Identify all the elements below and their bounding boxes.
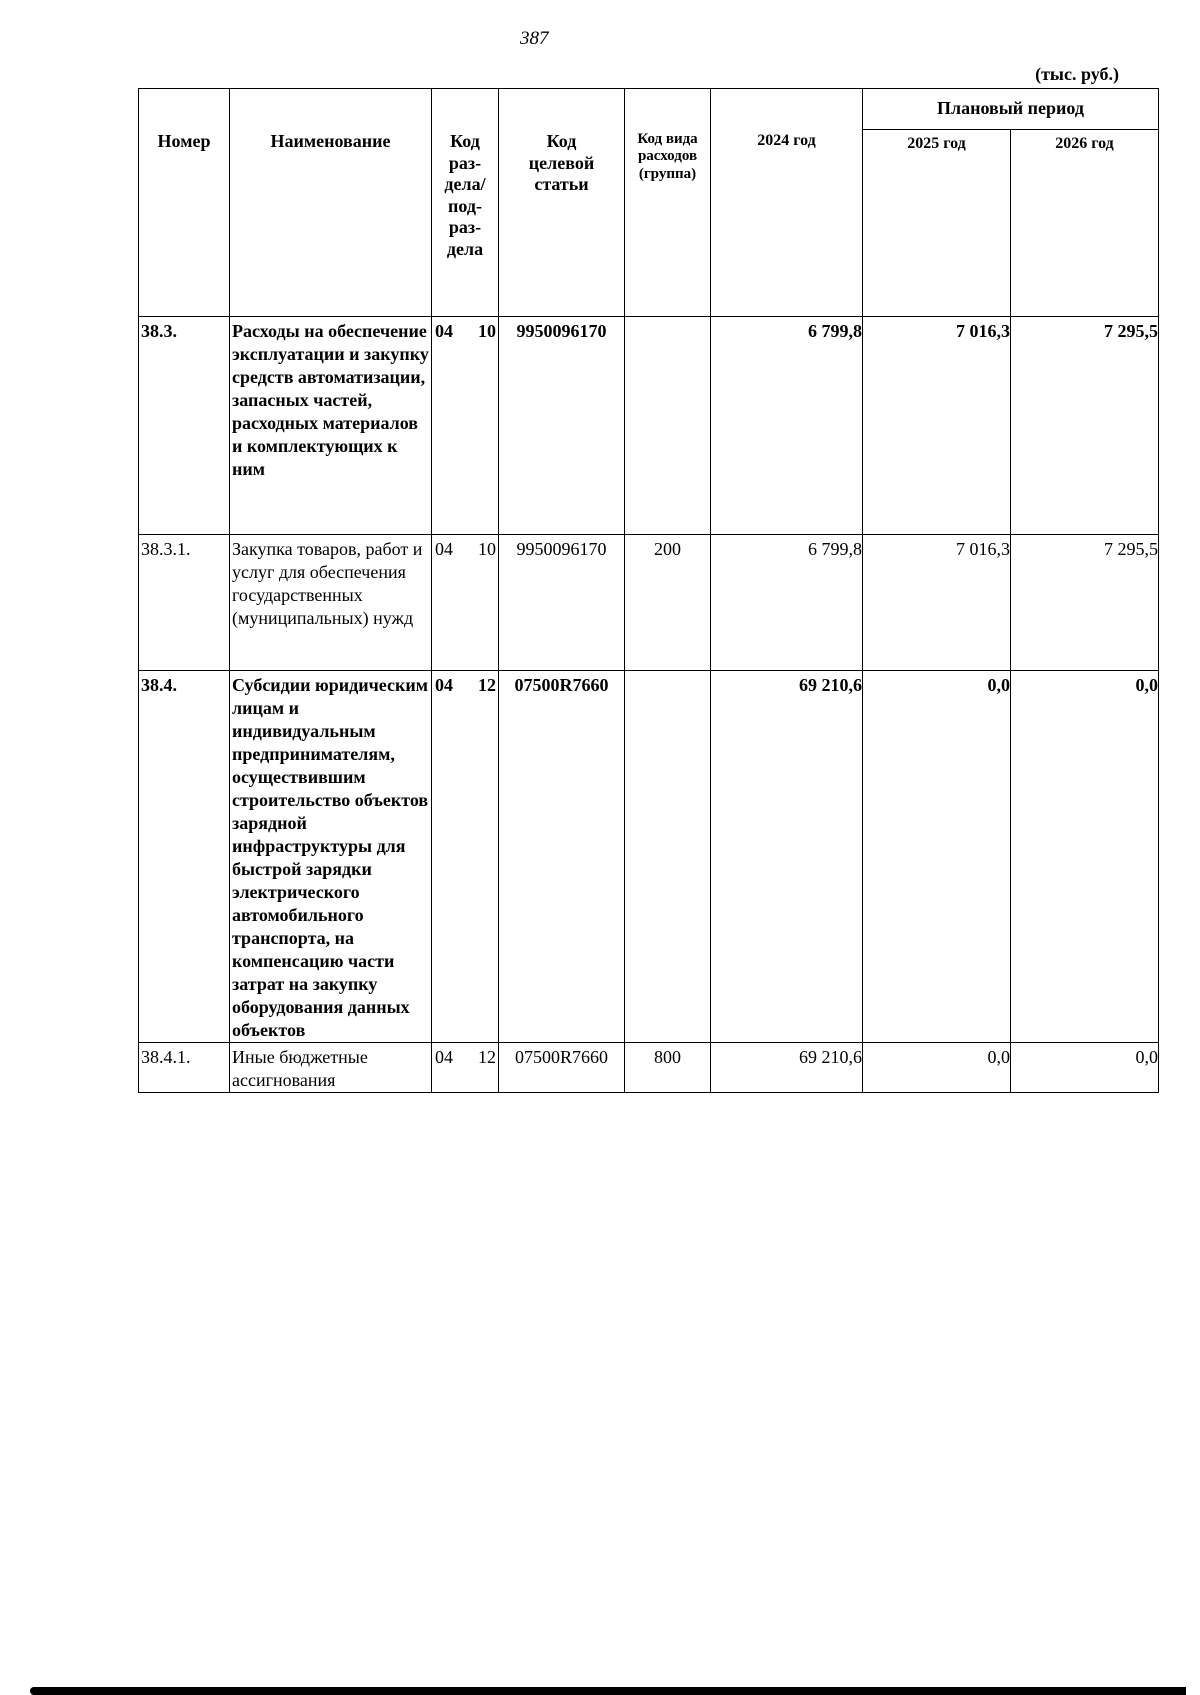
table-row xyxy=(139,671,1159,1043)
row-name: Иные бюджетные ассигнования xyxy=(230,1043,432,1093)
scan-edge-bar xyxy=(30,1687,1186,1695)
row-target-code: 07500R7660 xyxy=(499,1043,625,1093)
page-number: 387 xyxy=(520,28,549,49)
row-subsection: 12 xyxy=(478,1047,496,1067)
row-amount-2026: 0,0 xyxy=(1011,1043,1159,1093)
table-body xyxy=(139,317,1159,1093)
header-year-2024: 2024 год xyxy=(711,89,863,317)
table-row xyxy=(139,1043,1159,1093)
header-year-2025: 2025 год xyxy=(863,130,1011,317)
row-section: 04 xyxy=(435,321,453,341)
row-section: 04 xyxy=(435,539,453,559)
row-amount-2025: 0,0 xyxy=(863,671,1011,1043)
row-expense-type-code: 800 xyxy=(625,1043,711,1093)
row-section: 04 xyxy=(435,675,453,695)
row-expense-type-code xyxy=(625,317,711,535)
header-planned-period: Плановый период xyxy=(863,89,1159,130)
row-amount-2026: 7 295,5 xyxy=(1011,317,1159,535)
row-number: 38.3. xyxy=(139,317,230,535)
units-label: (тыс. руб.) xyxy=(1035,64,1119,84)
row-amount-2024: 69 210,6 xyxy=(711,671,863,1043)
row-section-code xyxy=(432,671,499,1043)
row-amount-2025: 0,0 xyxy=(863,1043,1011,1093)
row-name: Закупка товаров, работ и услуг для обеспечения государственных (муниципальных) нужд xyxy=(230,535,432,671)
row-section-code xyxy=(432,1043,499,1093)
row-section-code xyxy=(432,535,499,671)
header-number: Номер xyxy=(139,89,230,317)
row-amount-2024: 69 210,6 xyxy=(711,1043,863,1093)
row-expense-type-code: 200 xyxy=(625,535,711,671)
row-number: 38.4.1. xyxy=(139,1043,230,1093)
row-amount-2024: 6 799,8 xyxy=(711,317,863,535)
row-amount-2024: 6 799,8 xyxy=(711,535,863,671)
table-row xyxy=(139,535,1159,671)
row-target-code: 9950096170 xyxy=(499,317,625,535)
row-section: 04 xyxy=(435,1047,453,1067)
row-target-code: 9950096170 xyxy=(499,535,625,671)
header-row xyxy=(139,89,1159,130)
row-subsection: 10 xyxy=(478,321,496,341)
header-target-code: Код целевой статьи xyxy=(499,89,625,317)
row-amount-2026: 7 295,5 xyxy=(1011,535,1159,671)
header-name: Наименование xyxy=(230,89,432,317)
row-expense-type-code xyxy=(625,671,711,1043)
row-amount-2025: 7 016,3 xyxy=(863,535,1011,671)
header-expense-type-code: Код вида расходов (группа) xyxy=(625,89,711,317)
row-number: 38.3.1. xyxy=(139,535,230,671)
table-row xyxy=(139,317,1159,535)
row-target-code: 07500R7660 xyxy=(499,671,625,1043)
row-amount-2026: 0,0 xyxy=(1011,671,1159,1043)
row-name: Субсидии юридическим лицам и индивидуальным предпринимателям, осуществившим строительство объектов зарядной инфраструктуры для быстрой зарядки электрического автомобильного транспорта, на компенсацию части затрат на закупку оборудования данных объектов xyxy=(230,671,432,1043)
row-subsection: 12 xyxy=(478,675,496,695)
row-amount-2025: 7 016,3 xyxy=(863,317,1011,535)
header-section-code: Код раз- дела/ под- раз- дела xyxy=(432,89,499,317)
row-number: 38.4. xyxy=(139,671,230,1043)
row-section-code xyxy=(432,317,499,535)
row-subsection: 10 xyxy=(478,539,496,559)
budget-table xyxy=(138,88,1159,1093)
row-name: Расходы на обеспечение эксплуатации и закупку средств автоматизации, запасных частей, расходных материалов и комплектующих к ним xyxy=(230,317,432,535)
header-year-2026: 2026 год xyxy=(1011,130,1159,317)
